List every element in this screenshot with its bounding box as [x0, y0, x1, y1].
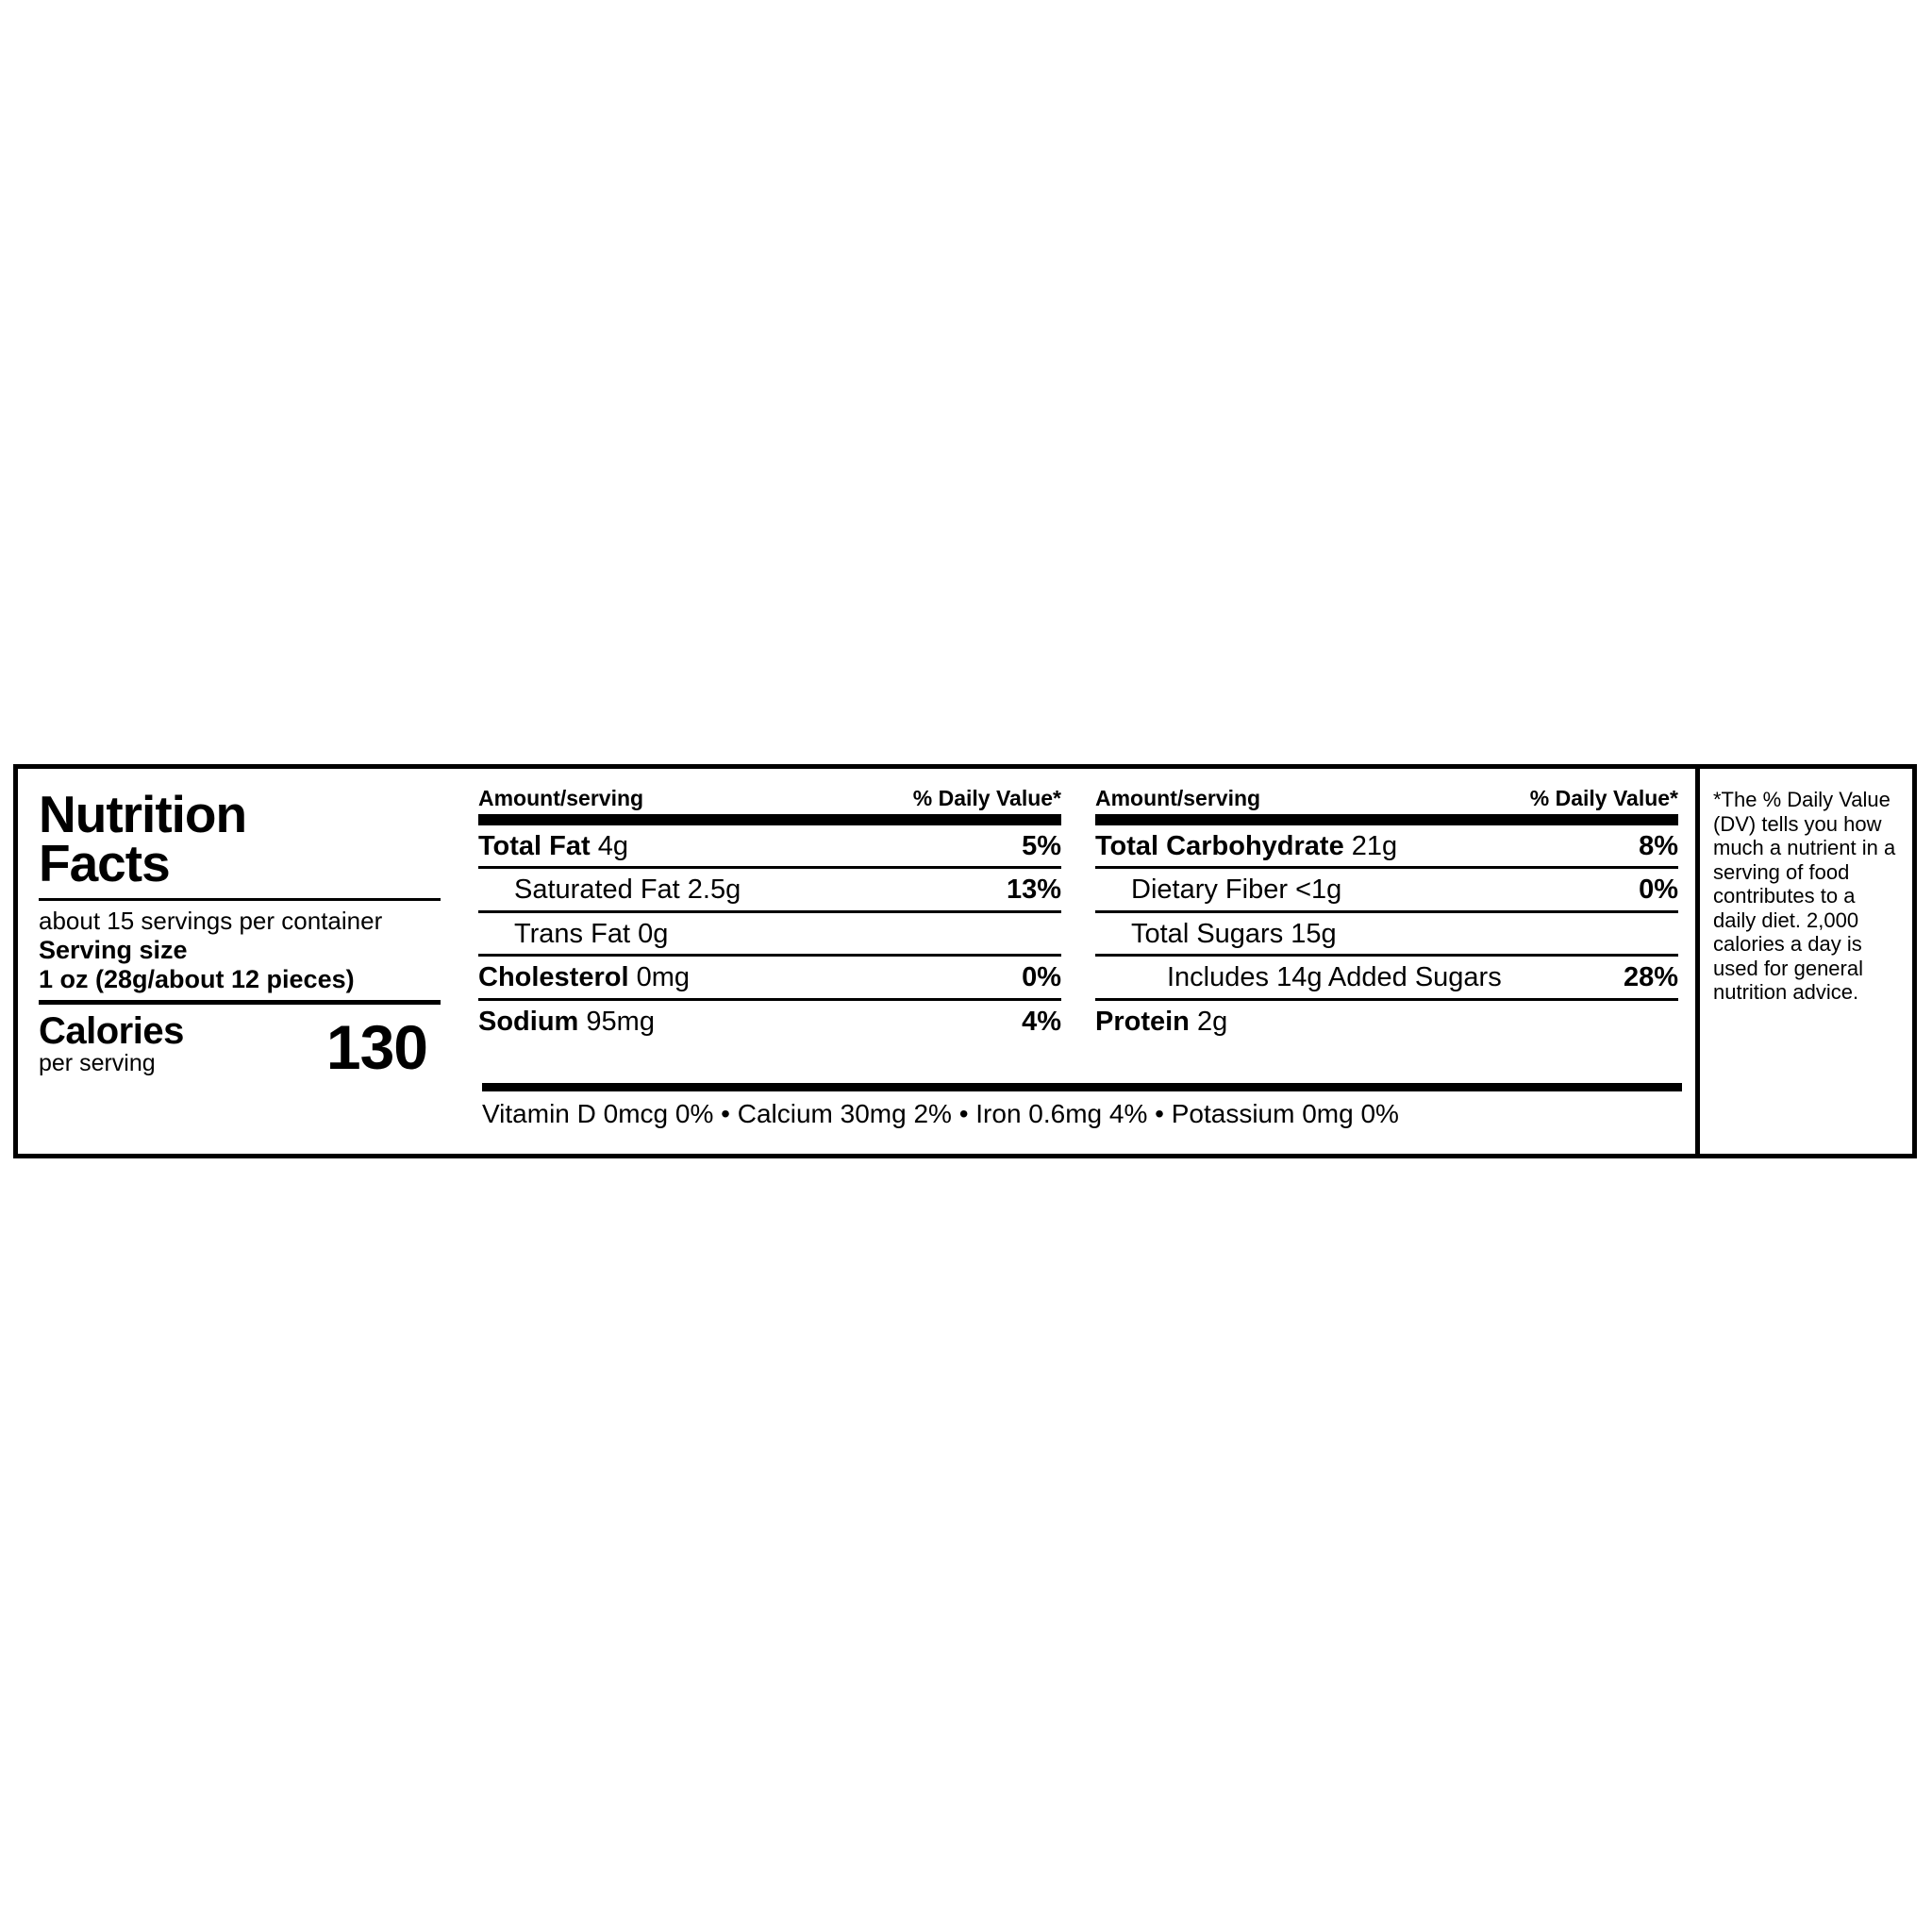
table-row: [478, 954, 1061, 997]
table-row: [1095, 866, 1678, 909]
calories-label: Calories: [39, 1010, 184, 1053]
nutrient-dv: 5%: [1022, 831, 1061, 861]
calories-sublabel: per serving: [39, 1050, 156, 1077]
nutrient-amount: 21g: [1351, 831, 1398, 861]
table-row: [478, 910, 1061, 954]
dv-header: % Daily Value*: [1529, 786, 1678, 810]
nutrient-dv: 8%: [1639, 831, 1678, 861]
nutrient-amount: 15g: [1291, 918, 1337, 949]
daily-value-footnote: *The % Daily Value (DV) tells you how much a nutrient in a serving of food contributes to a daily diet. 2,000 calories a day is used for general nutrition advice.: [1695, 769, 1912, 1154]
serving-size-value: 1 oz (28g/about 12 pieces): [39, 965, 355, 994]
table-row: [1095, 998, 1678, 1041]
table-row: [1095, 823, 1678, 866]
divider-top-right: [1095, 814, 1678, 823]
nutrition-summary-column: [18, 769, 461, 1154]
table-row: [1095, 910, 1678, 954]
table-row: [1095, 954, 1678, 997]
nutrient-dv: 0%: [1022, 962, 1061, 993]
dv-header: % Daily Value*: [912, 786, 1061, 810]
servings-per-container: about 15 servings per container: [39, 906, 383, 935]
nutrient-name: Total Fat: [478, 831, 591, 861]
nutrient-name: Total Sugars: [1131, 918, 1284, 949]
title-line-1: Nutrition: [39, 785, 247, 843]
nutrient-dv: 28%: [1623, 962, 1678, 993]
serving-size-label: Serving size: [39, 936, 188, 965]
nutrient-dv: 4%: [1022, 1006, 1061, 1037]
amount-header: Amount/serving: [478, 786, 644, 810]
nutrient-amount: 0mg: [636, 962, 691, 993]
nutrient-amount: 2g: [1196, 1006, 1228, 1037]
nutrient-name: Sodium: [478, 1006, 579, 1037]
nutrient-name: Cholesterol: [478, 962, 629, 993]
calories-value: 130: [325, 1011, 427, 1082]
nutrient-amount: 4g: [597, 831, 629, 861]
column-header-right: [1095, 786, 1678, 814]
calories-row: [39, 1010, 441, 1082]
micronutrients-section: [482, 1083, 1682, 1129]
micronutrients-text: Vitamin D 0mcg 0% • Calcium 30mg 2% • Iron 0.6mg 4% • Potassium 0mg 0%: [482, 1083, 1682, 1129]
table-row: [478, 866, 1061, 909]
nutrient-name: Protein: [1095, 1006, 1190, 1037]
nutrient-amount: <1g: [1295, 874, 1342, 906]
nutrient-columns: [461, 769, 1695, 1154]
page-title: [39, 785, 441, 893]
calories-labels: [39, 1012, 184, 1075]
nutrient-name: Dietary Fiber: [1131, 874, 1288, 906]
nutrient-amount: 0g: [638, 918, 669, 949]
table-row: [478, 998, 1061, 1041]
divider-top-left: [478, 814, 1061, 823]
nutrient-dv: 13%: [1006, 874, 1061, 906]
table-row: [478, 823, 1061, 866]
column-header-left: [478, 786, 1061, 814]
nutrient-amount: 2.5g: [687, 874, 741, 906]
nutrition-facts-panel: [13, 764, 1917, 1158]
nutrient-name: Saturated Fat: [514, 874, 680, 906]
nutrient-amount: 95mg: [586, 1006, 655, 1037]
divider-title: [39, 898, 441, 901]
divider-serving: [39, 1000, 441, 1005]
amount-header: Amount/serving: [1095, 786, 1261, 810]
title-line-2: Facts: [39, 834, 170, 893]
nutrient-dv: 0%: [1639, 874, 1678, 906]
nutrient-name: Trans Fat: [514, 918, 631, 949]
nutrient-name: Total Carbohydrate: [1095, 831, 1344, 861]
nutrient-name: Includes 14g Added Sugars: [1167, 962, 1502, 993]
